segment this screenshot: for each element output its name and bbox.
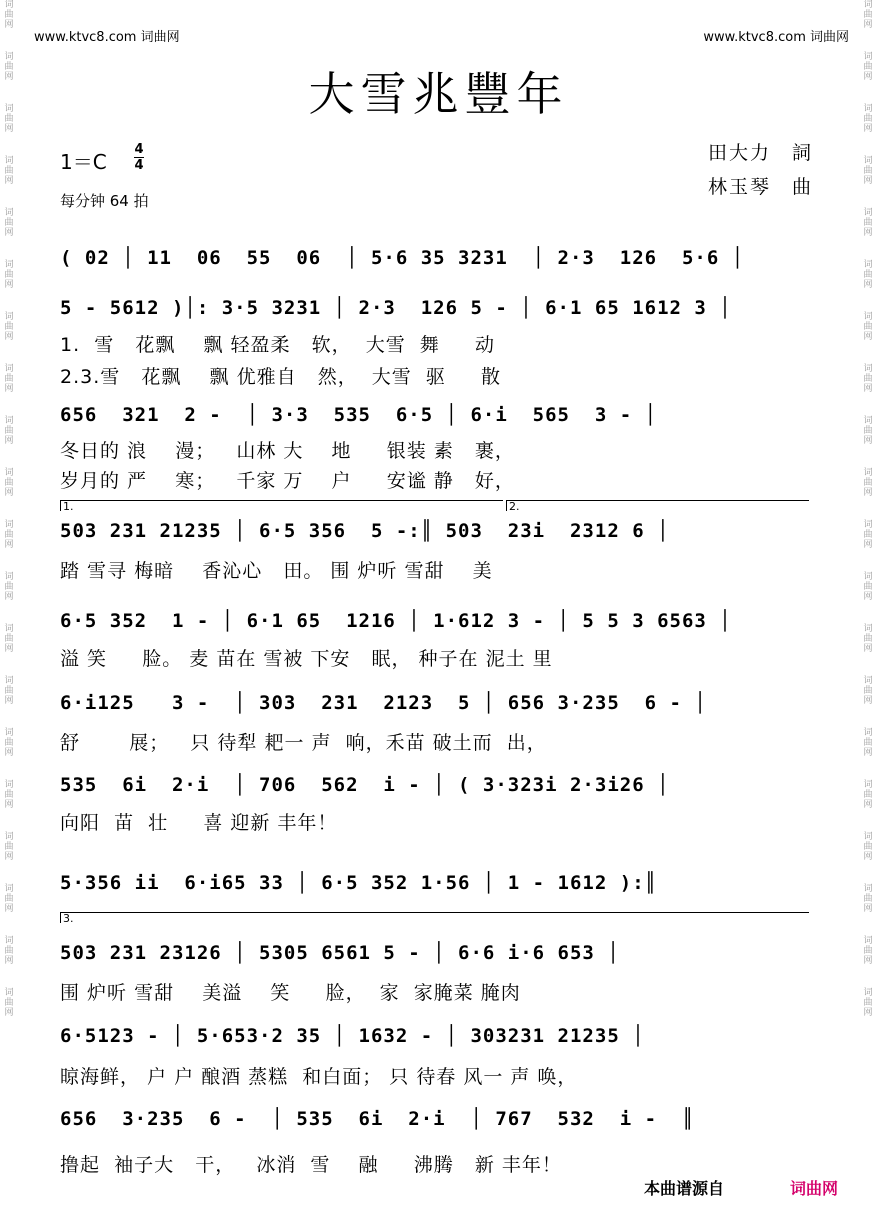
- lyricist-credit: 田大力 詞: [707, 142, 813, 164]
- side-watermark-text: 词 曲 网: [4, 364, 14, 394]
- footer-source: 本曲谱源自: [644, 1179, 725, 1198]
- side-watermark-text: 词 曲 网: [4, 936, 14, 966]
- volta-bracket: 1.: [60, 500, 503, 511]
- footer-site-logo: 词曲网: [790, 1179, 839, 1198]
- composer-credit: 林玉琴 曲: [707, 176, 813, 198]
- lyric-line: 舒 展； 只 待犁 耙一 声 响，禾苗 破土而 出，: [60, 732, 547, 754]
- side-watermark-text: 词 曲 网: [4, 624, 14, 654]
- side-watermark-text: 词 曲 网: [863, 728, 873, 758]
- lyric-line: 围 炉听 雪甜 美溢 笑 脸， 家 家腌菜 腌肉: [60, 982, 521, 1004]
- side-watermark-text: 词 曲 网: [863, 884, 873, 914]
- notation-line: 6·5123 - │ 5·653·2 35 │ 1632 - │ 303231 21235 │: [60, 1025, 645, 1047]
- side-watermark-text: 词 曲 网: [4, 780, 14, 810]
- side-watermark-text: 词 曲 网: [863, 156, 873, 186]
- notation-line: 5·356 ii 6·i65 33 │ 6·5 352 1·56 │ 1 - 1612 ):║: [60, 872, 658, 894]
- side-watermark-text: 词 曲 网: [863, 260, 873, 290]
- side-watermark-text: 词 曲 网: [863, 832, 873, 862]
- volta-bracket: 2.: [506, 500, 809, 511]
- notation-line: ( 02 │ 11 06 55 06 │ 5·6 35 3231 │ 2·3 126 5·6 │: [60, 247, 745, 269]
- notation-line: 656 321 2 - │ 3·3 535 6·5 │ 6·i 565 3 - │: [60, 404, 658, 426]
- notation-line: 535 6i 2·i │ 706 562 i - │ ( 3·323i 2·3i26 │: [60, 774, 670, 796]
- side-watermark-text: 词 曲 网: [4, 208, 14, 238]
- side-watermark-text: 词 曲 网: [863, 624, 873, 654]
- side-watermark-text: 词 曲 网: [4, 104, 14, 134]
- notation-line: 656 3·235 6 - │ 535 6i 2·i │ 767 532 i - ║: [60, 1108, 695, 1130]
- notation-line: 503 231 23126 │ 5305 6561 5 - │ 6·6 i·6 653 │: [60, 942, 620, 964]
- lyric-line: 冬日的 浪 漫； 山林 大 地 银装 素 裹，: [60, 440, 515, 462]
- side-watermark-text: 词 曲 网: [863, 468, 873, 498]
- volta-bracket: 3.: [60, 912, 809, 923]
- side-watermark-text: 词 曲 网: [863, 780, 873, 810]
- side-watermark-text: 词 曲 网: [4, 832, 14, 862]
- lyric-line: 溢 笑 脸。 麦 苗在 雪被 下安 眠， 种子在 泥土 里: [60, 648, 553, 670]
- meter-bottom: 4: [134, 158, 144, 173]
- notation-line: 5 - 5612 )│: 3·5 3231 │ 2·3 126 5 - │ 6·1 65 1612 3 │: [60, 297, 732, 319]
- notation-line: 6·i125 3 - │ 303 231 2123 5 │ 656 3·235 6 - │: [60, 692, 707, 714]
- side-watermark-text: 词 曲 网: [863, 676, 873, 706]
- side-watermark-text: 词 曲 网: [4, 572, 14, 602]
- side-watermark-text: 词 曲 网: [863, 520, 873, 550]
- key-signature: 1＝C: [60, 150, 107, 174]
- lyric-line: 1. 雪 花飘 飘 轻盈柔 软， 大雪 舞 动: [60, 334, 495, 356]
- side-watermark-text: 词 曲 网: [4, 468, 14, 498]
- notation-line: 503 231 21235 │ 6·5 356 5 -:║ 503 23i 2312 6 │: [60, 520, 670, 542]
- side-watermark-text: 词 曲 网: [4, 728, 14, 758]
- side-watermark-text: 词 曲 网: [863, 364, 873, 394]
- side-watermark-text: 词 曲 网: [863, 104, 873, 134]
- side-watermark-text: 词 曲 网: [863, 572, 873, 602]
- side-watermark-text: 词 曲 网: [863, 312, 873, 342]
- lyric-line: 岁月的 严 寒； 千家 万 户 安谧 静 好，: [60, 470, 515, 492]
- side-watermark-text: 词 曲 网: [4, 312, 14, 342]
- meter-top: 4: [134, 142, 144, 157]
- side-watermark-text: 词 曲 网: [863, 52, 873, 82]
- side-watermark-text: 词 曲 网: [4, 52, 14, 82]
- side-watermark-text: 词 曲 网: [4, 520, 14, 550]
- song-title: 大雪兆豐年: [308, 67, 569, 121]
- side-watermark-text: 词 曲 网: [4, 156, 14, 186]
- side-watermark-left: [2, 0, 16, 1223]
- side-watermark-text: 词 曲 网: [4, 0, 14, 30]
- side-watermark-text: 词 曲 网: [863, 416, 873, 446]
- lyric-line: 踏 雪寻 梅暗 香沁心 田。 围 炉听 雪甜 美: [60, 560, 493, 582]
- side-watermark-text: 词 曲 网: [863, 936, 873, 966]
- lyric-line: 撸起 袖子大 干， 冰消 雪 融 沸腾 新 丰年！: [60, 1154, 562, 1176]
- side-watermark-text: 词 曲 网: [4, 988, 14, 1018]
- side-watermark-text: 词 曲 网: [863, 208, 873, 238]
- lyric-line: 向阳 苗 壮 喜 迎新 丰年！: [60, 812, 338, 834]
- side-watermark-text: 词 曲 网: [4, 676, 14, 706]
- side-watermark-text: 词 曲 网: [4, 416, 14, 446]
- lyric-line: 2.3.雪 花飘 飘 优雅自 然， 大雪 驱 散: [60, 366, 502, 388]
- side-watermark-text: 词 曲 网: [863, 0, 873, 30]
- watermark-top-left: www.ktvc8.com 词曲网: [34, 30, 180, 45]
- tempo-marking: 每分钟 64 拍: [60, 192, 149, 210]
- side-watermark-text: 词 曲 网: [4, 260, 14, 290]
- notation-line: 6·5 352 1 - │ 6·1 65 1216 │ 1·612 3 - │ 5 5 3 6563 │: [60, 610, 732, 632]
- side-watermark-right: [861, 0, 875, 1223]
- watermark-top-right: www.ktvc8.com 词曲网: [703, 30, 849, 45]
- lyric-line: 晾海鲜， 户 户 酿酒 蒸糕 和白面； 只 待春 风一 声 唤，: [60, 1066, 578, 1088]
- side-watermark-text: 词 曲 网: [4, 884, 14, 914]
- side-watermark-text: 词 曲 网: [863, 988, 873, 1018]
- time-signature: [134, 142, 144, 173]
